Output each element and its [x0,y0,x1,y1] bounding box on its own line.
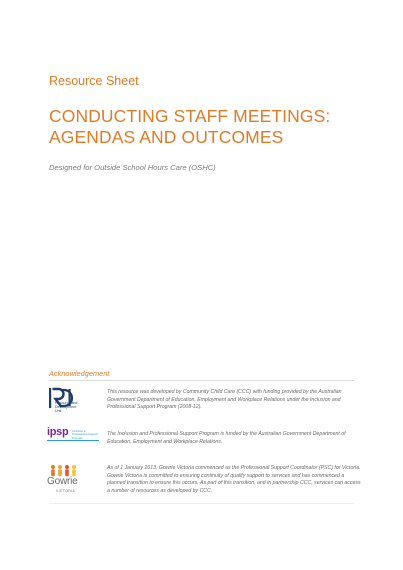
ipsp-logo-text: ipsp [47,426,69,438]
page-bottom-divider [49,503,354,504]
acknowledgement-divider [49,380,354,381]
title-line-1: CONDUCTING STAFF MEETINGS: [49,106,331,126]
acknowledgement-text-ipsp: The Inclusion and Professional Support Program is funded by the Australian Government Department of Education, Employment and Workplace Relations. [107,431,346,445]
ipsp-logo-icon [47,428,103,444]
acknowledgement-text-ccc: This resource was developed by Community Child Care (CCC) with funding provided by the Australian Government Department of Education, Employment and Workplace Relations under the Inclusion and Professional Support Program (2008-12). [107,389,342,411]
gowrie-logo-subtext: VICTORIA [56,489,76,493]
acknowledgement-heading: Acknowledgement [49,369,110,378]
ipsp-logo-subtext: Inclusion & Professional Support Program [72,429,98,440]
ipsp-logo-underline [47,440,99,441]
rdu-logo-icon [49,387,97,414]
acknowledgement-text-gowrie: As of 1 January 2013, Gowrie Victoria commenced as the Professional Support Coordinator (PSC) for Victoria. Gowrie Victoria is committed to ensuring continuity of quality support to services and has commenced a planned transition to ensure this occurs. As part of this transition, and in partnership CCC, services can access a number of resources as developed by CCC. [107,465,361,494]
rdu-logo-text: Resource and Development Unit [55,401,78,414]
title-line-2: AGENDAS AND OUTCOMES [49,127,284,147]
gowrie-logo-text: Gowrie [47,476,78,487]
gowrie-logo-icon [47,464,79,496]
document-subtitle: Designed for Outside School Hours Care (OSHC) [49,163,216,172]
resource-sheet-label: Resource Sheet [49,74,139,88]
document-title [49,106,330,148]
